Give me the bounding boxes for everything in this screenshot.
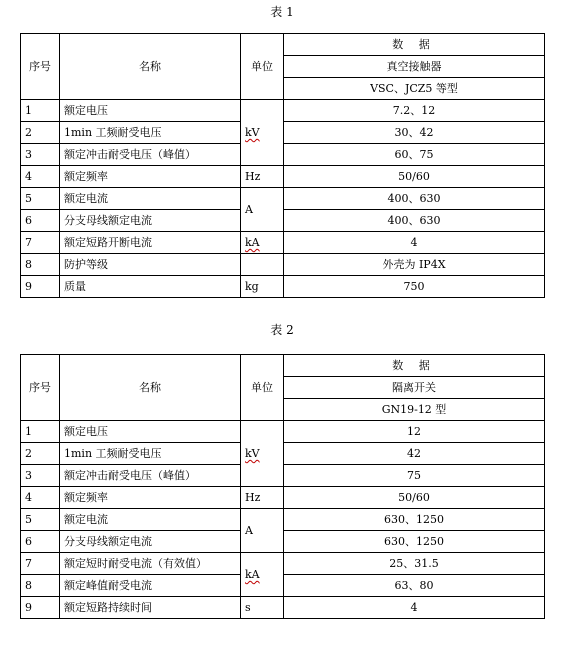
table-row (21, 487, 545, 509)
row-value: 630、1250 (284, 509, 545, 531)
table-row (21, 597, 545, 619)
row-name: 额定短时耐受电流（有效值） (60, 553, 241, 575)
row-value: 30、42 (284, 122, 545, 144)
table-row (21, 254, 545, 276)
row-index: 5 (21, 188, 60, 210)
row-name: 额定峰值耐受电流 (60, 575, 241, 597)
row-value: 400、630 (284, 210, 545, 232)
row-unit: Hz (241, 487, 284, 509)
row-unit: Hz (241, 166, 284, 188)
spec-table-1 (20, 33, 545, 298)
row-unit: A (241, 188, 284, 232)
row-value: 60、75 (284, 144, 545, 166)
row-value: 50/60 (284, 487, 545, 509)
row-value: 25、31.5 (284, 553, 545, 575)
table-row (21, 166, 545, 188)
row-unit: kg (241, 276, 284, 298)
row-value: 42 (284, 443, 545, 465)
row-value: 50/60 (284, 166, 545, 188)
row-name: 额定短路持续时间 (60, 597, 241, 619)
row-index: 4 (21, 487, 60, 509)
header-unit: 单位 (241, 34, 284, 100)
row-name: 额定频率 (60, 166, 241, 188)
header-name: 名称 (60, 355, 241, 421)
row-name: 防护等级 (60, 254, 241, 276)
table2-caption: 表 2 (270, 323, 294, 337)
header-equipment: 真空接触器 (284, 56, 545, 78)
row-value: 63、80 (284, 575, 545, 597)
row-index: 9 (21, 276, 60, 298)
header-data-title: 数 据 (284, 34, 545, 56)
row-value: 75 (284, 465, 545, 487)
row-index: 3 (21, 465, 60, 487)
row-name: 额定电压 (60, 421, 241, 443)
header-equipment: 隔离开关 (284, 377, 545, 399)
row-name: 额定电压 (60, 100, 241, 122)
row-value: 4 (284, 597, 545, 619)
row-index: 2 (21, 443, 60, 465)
table-row (21, 276, 545, 298)
row-index: 2 (21, 122, 60, 144)
table-row (21, 421, 545, 443)
row-value: 外壳为 IP4X (284, 254, 545, 276)
row-unit: kA (245, 236, 260, 249)
row-index: 6 (21, 531, 60, 553)
row-index: 3 (21, 144, 60, 166)
row-unit: kV (245, 447, 260, 460)
table1-caption: 表 1 (270, 5, 294, 19)
row-index: 7 (21, 553, 60, 575)
header-data-title: 数 据 (284, 355, 545, 377)
row-index: 4 (21, 166, 60, 188)
row-name: 额定冲击耐受电压（峰值） (60, 465, 241, 487)
row-value: 4 (284, 232, 545, 254)
row-unit: s (241, 597, 284, 619)
row-index: 8 (21, 254, 60, 276)
table-row (21, 509, 545, 531)
header-name: 名称 (60, 34, 241, 100)
row-index: 9 (21, 597, 60, 619)
row-name: 额定冲击耐受电压（峰值） (60, 144, 241, 166)
table-row (21, 232, 545, 254)
table-row (21, 553, 545, 575)
header-index: 序号 (21, 34, 60, 100)
row-unit (241, 254, 284, 276)
header-model: VSC、JCZ5 等型 (284, 78, 545, 100)
row-value: 750 (284, 276, 545, 298)
table-row (21, 100, 545, 122)
row-name: 分支母线额定电流 (60, 210, 241, 232)
header-index: 序号 (21, 355, 60, 421)
row-name: 1min 工频耐受电压 (60, 122, 241, 144)
row-name: 1min 工频耐受电压 (60, 443, 241, 465)
row-name: 分支母线额定电流 (60, 531, 241, 553)
row-unit: kA (245, 568, 260, 581)
row-index: 8 (21, 575, 60, 597)
row-value: 7.2、12 (284, 100, 545, 122)
spec-table-2 (20, 354, 545, 619)
row-name: 额定频率 (60, 487, 241, 509)
row-index: 7 (21, 232, 60, 254)
row-index: 1 (21, 100, 60, 122)
row-value: 400、630 (284, 188, 545, 210)
row-name: 额定电流 (60, 509, 241, 531)
row-value: 12 (284, 421, 545, 443)
header-unit: 单位 (241, 355, 284, 421)
row-value: 630、1250 (284, 531, 545, 553)
row-unit: A (241, 509, 284, 553)
row-index: 6 (21, 210, 60, 232)
row-name: 额定电流 (60, 188, 241, 210)
row-name: 额定短路开断电流 (60, 232, 241, 254)
header-model: GN19-12 型 (284, 399, 545, 421)
row-unit: kV (245, 126, 260, 139)
row-index: 1 (21, 421, 60, 443)
table-row (21, 188, 545, 210)
row-name: 质量 (60, 276, 241, 298)
row-index: 5 (21, 509, 60, 531)
